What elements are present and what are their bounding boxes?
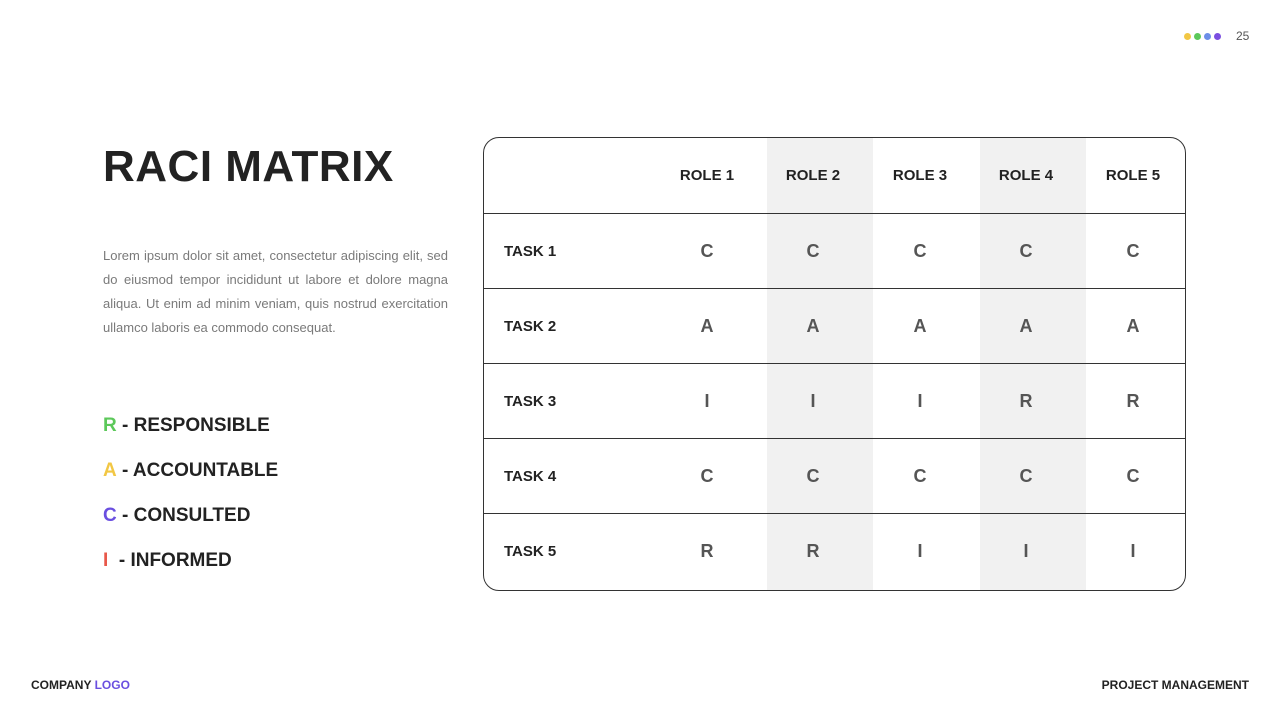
raci-cell: A [806,315,820,336]
raci-cell: A [913,315,927,336]
page-number: 25 [1236,29,1250,43]
indicator-dot [1184,33,1191,40]
raci-cell: A [700,315,714,336]
raci-cell: C [806,240,820,261]
role-header: ROLE 2 [785,167,841,184]
indicator-dot [1204,33,1211,40]
table-row [484,439,1185,514]
legend-item-responsible [103,403,278,448]
table-row [484,214,1185,289]
task-label: TASK 1 [504,242,557,260]
task-label: TASK 3 [504,392,557,410]
raci-cell: I [917,390,923,411]
description-text: Lorem ipsum dolor sit amet, consectetur adipiscing elit, sed do eiusmod tempor incididunt ut labore et dolore magna aliqua. Ut enim ad minim veniam, quis nostrud exercitation ullamco laboris ea commodo consequat. [103,248,448,335]
raci-cell: C [1019,240,1033,261]
indicator-dot [1194,33,1201,40]
raci-cell: I [810,390,816,411]
raci-legend [103,403,278,583]
role-header: ROLE 1 [679,167,735,184]
task-label: TASK 4 [504,467,557,485]
page-title: RACI MATRIX [103,142,394,191]
legend-letter: A [103,459,117,481]
raci-cell: A [1126,315,1140,336]
legend-label: - INFORMED [108,549,232,571]
raci-cell: R [806,541,820,561]
raci-cell: C [1019,465,1033,486]
legend-item-accountable [103,448,278,493]
raci-cell: R [1126,390,1140,411]
raci-cell: R [1019,390,1033,411]
role-header: ROLE 4 [998,167,1054,184]
company-logo [31,678,130,692]
table-row [484,514,1185,589]
raci-cell: C [913,465,927,486]
legend-letter: I [103,549,109,571]
raci-cell: C [913,240,927,261]
legend-item-informed [103,538,278,583]
table-row [484,364,1185,439]
legend-item-consulted [103,493,278,538]
legend-label: - CONSULTED [116,504,251,526]
raci-cell: I [1023,541,1029,561]
role-header: ROLE 5 [1105,167,1161,184]
raci-cell: I [917,541,923,561]
indicator-dot [1214,33,1221,40]
task-label: TASK 2 [504,317,557,335]
logo-word: LOGO [94,678,130,692]
legend-letter: R [103,414,117,436]
raci-cell: I [1130,541,1136,561]
role-header: ROLE 3 [892,167,948,184]
raci-cell: C [1126,465,1140,486]
raci-cell: C [700,465,714,486]
legend-label: - ACCOUNTABLE [116,459,279,481]
raci-cell: I [704,390,710,411]
raci-cell: C [1126,240,1140,261]
raci-cell: C [700,240,714,261]
header-row [484,138,1185,214]
footer-section-title: PROJECT MANAGEMENT [1101,678,1249,692]
raci-matrix-table [483,137,1186,591]
raci-cell: C [806,465,820,486]
legend-label: - RESPONSIBLE [116,414,270,436]
task-label: TASK 5 [504,543,557,560]
slide-indicator-dots [1184,33,1221,40]
raci-cell: A [1019,315,1033,336]
table-row [484,289,1185,364]
legend-letter: C [103,504,117,526]
raci-cell: R [700,541,714,561]
company-name: COMPANY [31,678,92,692]
